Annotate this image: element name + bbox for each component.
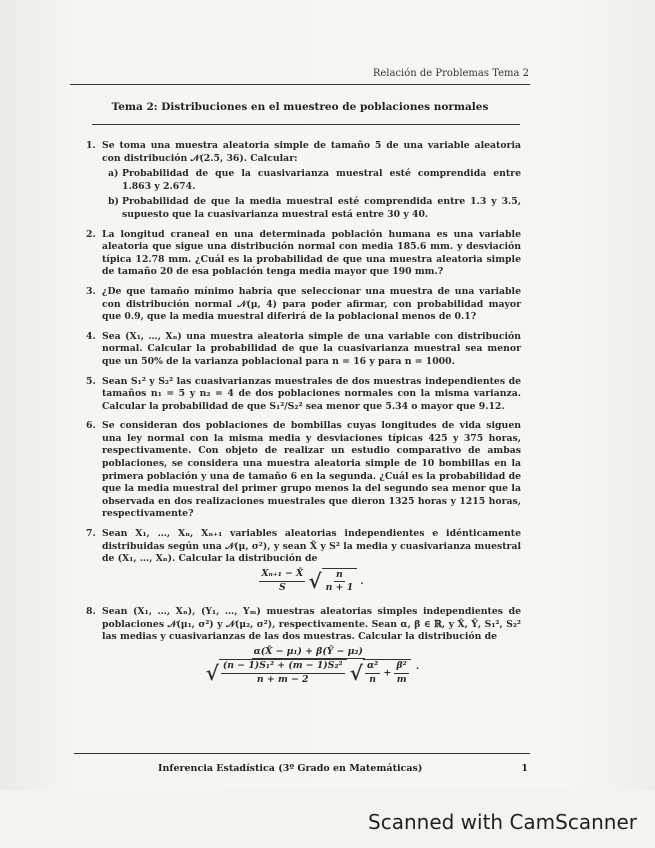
problem-text: Sea (X₁, …, Xₙ) una muestra aleatoria simple de una variable con distribución normal. Calcular la probabilidad de que la cuasivarianza muestral sea menor que un 50% de la varianza poblacional para n = 16 y para n = 1000. <box>102 330 521 367</box>
problem-text: Se consideran dos poblaciones de bombillas cuyas longitudes de vida siguen una ley normal con la misma media y desviaciones típicas 425 y 375 horas, respectivamente. Con objeto de realizar un estudio comparativo de ambas poblaciones, se considera una muestra aleatoria simple de 10 bombillas en la primera población y una de tamaño 6 en la segunda. ¿Cuál es la probabilidad de que la media muestral del primer grupo menos la del segundo sea menor que la observada en dos realizaciones muestrales que dieron 1325 horas y 1215 horas, respectivamente? <box>102 420 521 520</box>
problem-number: 7. <box>86 528 96 540</box>
problem-6 <box>86 420 521 521</box>
problem-4 <box>86 331 521 369</box>
formula-denominator: S <box>278 581 286 593</box>
problem-text: Se toma una muestra aleatoria simple de tamaño 5 de una variable aleatoria con distribución 𝒩(2.5, 36). Calcular: <box>102 140 521 164</box>
problem-3 <box>86 286 521 324</box>
problem-text: ¿De que tamaño mínimo habría que seleccionar una muestra de una variable con distribución normal 𝒩(μ, 4) para poder afirmar, con probabilidad mayor que 0.9, que la media muestral diferirá de la poblacional menos de 0.1? <box>102 285 521 323</box>
formula-end: . <box>415 660 420 672</box>
problem-number: 4. <box>86 330 96 342</box>
subproblem-b <box>102 196 521 221</box>
problem-list <box>86 140 521 698</box>
subproblem-label: a) <box>108 168 119 180</box>
problem-7 <box>86 528 521 599</box>
subproblem-label: b) <box>108 196 119 208</box>
subproblem-a <box>102 168 521 193</box>
problem-number: 1. <box>86 140 96 151</box>
problem-number: 3. <box>86 285 96 297</box>
inner-denominator: n + m − 2 <box>256 673 309 685</box>
problem-5 <box>86 376 521 414</box>
problem-number: 2. <box>86 228 96 240</box>
problem-number: 8. <box>86 606 96 617</box>
title-rule <box>92 124 520 125</box>
beta-numerator: β² <box>394 660 408 674</box>
alpha-denominator: n <box>369 673 376 685</box>
formula-end: . <box>360 575 364 587</box>
sqrt-symbol: √ <box>205 660 219 685</box>
alpha-numerator: α² <box>365 660 380 674</box>
page-title: Tema 2: Distribuciones en el muestreo de poblaciones normales <box>111 101 489 113</box>
root-denominator: n + 1 <box>325 582 354 594</box>
inner-numerator: (n − 1)S₁² + (m − 1)S₂² <box>221 660 345 674</box>
problem-text: La longitud craneal en una determinada población humana es una variable aleatoria que sigue una distribución normal con media 185.6 mm. y desviación típica 12.78 mm. ¿Cuál es la probabilidad de que una muestra aleatoria simple de tamaño 20 de esa población tenga media mayor que 190 mm.? <box>102 228 521 278</box>
problem-1 <box>86 140 521 222</box>
subproblem-text: Probabilidad de que la media muestral esté comprendida entre 1.3 y 3.5, supuesto que la cuasivarianza muestral está entre 30 y 40. <box>122 196 521 220</box>
footer <box>158 763 528 774</box>
header-rule <box>70 84 530 85</box>
beta-denominator: m <box>396 673 407 685</box>
footer-rule <box>74 753 530 754</box>
formula-numerator: α(X̄ − μ₁) + β(Ȳ − μ₂) <box>252 646 365 660</box>
sqrt-symbol: √ <box>308 569 322 594</box>
watermark: Scanned with CamScanner <box>368 810 637 834</box>
problem-number: 6. <box>86 420 96 432</box>
problem-2 <box>86 229 521 279</box>
root-numerator: n <box>334 569 345 583</box>
formula-8 <box>102 646 521 687</box>
problem-number: 5. <box>86 375 96 387</box>
subproblem-text: Probabilidad de que la cuasivarianza muestral esté comprendida entre 1.863 y 2.674. <box>122 168 521 192</box>
problem-8 <box>86 606 521 691</box>
page-number: 1 <box>521 763 528 774</box>
footer-text: Inferencia Estadística (3º Grado en Matemáticas) <box>158 763 423 774</box>
formula-7 <box>102 568 521 595</box>
problem-text: Sean X₁, …, Xₙ, Xₙ₊₁ variables aleatorias independientes e idénticamente distribuidas según una 𝒩(μ, σ²), y sean X̄ y S² la media y cuasivarianza muestral de (X₁, …, Xₙ). Calcular la distribución de <box>102 528 521 565</box>
plus-sign: + <box>383 667 392 679</box>
problem-text: Sean (X₁, …, Xₙ), (Y₁, …, Yₘ) muestras aleatorias simples independientes de poblaciones 𝒩(μ₁, σ²) y 𝒩(μ₂, σ²), respectivamente. Sean α, β ∈ ℝ, y X̄, Ȳ, S₁², S₂² las medias y cuasivarianzas de las dos muestras. Calcular la distribución de <box>102 606 521 643</box>
header-text: Relación de Problemas Tema 2 <box>372 68 529 79</box>
problem-text: Sean S₁² y S₂² las cuasivarianzas muestrales de dos muestras independientes de tamaños n₁ = 5 y n₂ = 4 de dos poblaciones normales con la misma varianza. Calcular la probabilidad de que S₁²/S₂² sea menor que 5.34 o mayor que 9.12. <box>102 375 521 412</box>
sqrt-symbol: √ <box>349 660 363 685</box>
formula-numerator: Xₙ₊₁ − X̄ <box>259 568 305 582</box>
